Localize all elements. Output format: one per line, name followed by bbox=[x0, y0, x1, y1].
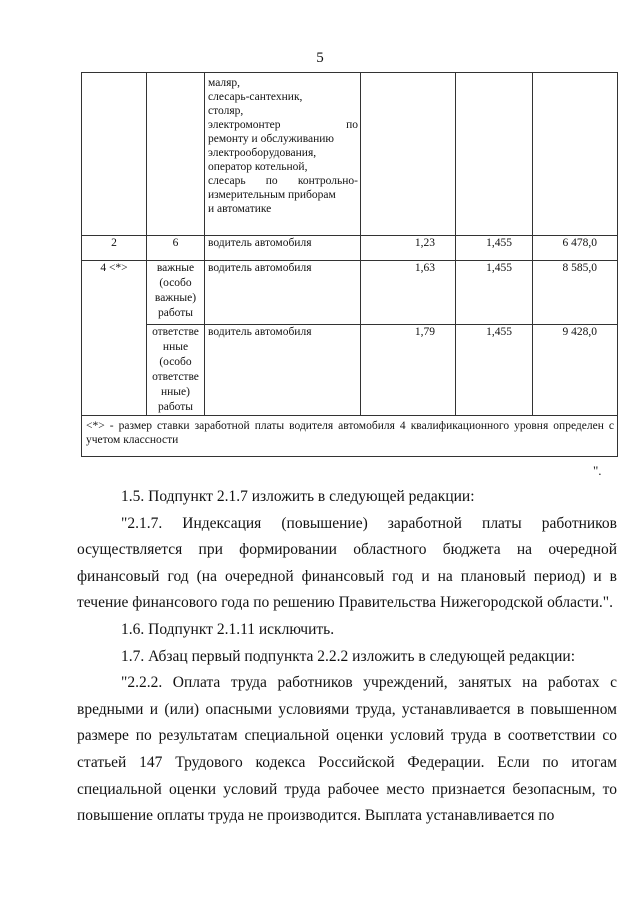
paragraph-1-6: 1.6. Подпункт 2.1.11 исключить. bbox=[121, 620, 335, 638]
coef1-cell: 1,23 bbox=[361, 236, 456, 261]
position-cell: водитель автомобиля bbox=[205, 236, 361, 261]
coef2-cell: 1,455 bbox=[456, 236, 533, 261]
profession-word: контрольно- bbox=[297, 175, 358, 187]
group-cell: ответстве нные (особо ответстве нные) работы bbox=[147, 325, 205, 416]
group-cell: 6 bbox=[147, 236, 205, 261]
table-row bbox=[82, 261, 618, 325]
group-cell: важные (особо важные) работы bbox=[147, 261, 205, 325]
profession-line: оператор котельной, bbox=[208, 161, 308, 173]
position-cell: водитель автомобиля bbox=[205, 261, 361, 325]
coef1-cell: 1,63 bbox=[361, 261, 456, 325]
wage-rate-table bbox=[81, 72, 618, 457]
coef1-cell: 1,79 bbox=[361, 325, 456, 416]
paragraph-1-5: 1.5. Подпункт 2.1.7 изложить в следующей редакции: bbox=[121, 488, 475, 505]
amount-cell: 8 585,0 bbox=[533, 261, 618, 325]
coef2-cell: 1,455 bbox=[456, 325, 533, 416]
table-footnote: <*> - размер ставки заработной платы водителя автомобиля 4 квалификационного уровня определен с учетом классности bbox=[82, 416, 618, 457]
amount-cell: 9 428,0 bbox=[533, 325, 618, 416]
profession-line bbox=[208, 118, 358, 132]
paragraph-2-1-7-text: "2.1.7. Индексация (повышение) заработной платы работников осуществляется при формировании областного бюджета на очередной финансовый год (на очередной финансовый год и на плановый период) и в течение финансового года по решению Правительства Нижегородской области.". bbox=[77, 514, 617, 612]
level-cell-empty bbox=[82, 73, 147, 236]
table-row bbox=[82, 325, 618, 416]
table-row bbox=[82, 236, 618, 261]
level-cell: 2 bbox=[82, 236, 147, 261]
profession-word: электромонтер bbox=[208, 119, 281, 131]
profession-line: столяр, bbox=[208, 105, 244, 117]
level-cell: 4 <*> bbox=[82, 261, 147, 416]
profession-line bbox=[208, 174, 358, 188]
profession-word: по bbox=[346, 119, 358, 131]
coef2-cell: 1,455 bbox=[456, 261, 533, 325]
document-body bbox=[77, 484, 617, 830]
profession-word: по bbox=[265, 175, 278, 187]
coef2-cell-empty bbox=[456, 73, 533, 236]
group-cell-empty bbox=[147, 73, 205, 236]
position-cell: водитель автомобиля bbox=[205, 325, 361, 416]
profession-line: электрооборудования, bbox=[208, 147, 317, 159]
profession-line: слесарь-сантехник, bbox=[208, 91, 303, 103]
coef1-cell-empty bbox=[361, 73, 456, 236]
amount-cell-empty bbox=[533, 73, 618, 236]
profession-line: ремонту и обслуживанию bbox=[208, 133, 334, 145]
closing-quote-mark: ". bbox=[593, 463, 602, 478]
profession-word: слесарь bbox=[208, 175, 246, 187]
paragraph-2-2-2-text: "2.2.2. Оплата труда работников учреждений, занятых на работах с вредными и (или) опасными условиями труда, устанавливается в повышенном размере по результатам специальной оценки условий труда в соответствии со статьей 147 Трудового кодекса Российской Федерации. Если по итогам специальной оценки условий труда рабочее место признается безопасным, то повышение оплаты труда не производится. Выплата устанавливается по bbox=[77, 674, 617, 825]
amount-cell: 6 478,0 bbox=[533, 236, 618, 261]
profession-line: и автоматике bbox=[208, 203, 272, 215]
profession-line: измерительным приборам bbox=[208, 189, 336, 201]
paragraph-1-7: 1.7. Абзац первый подпункта 2.2.2 изложить в следующей редакции: bbox=[121, 647, 575, 665]
page-number: 5 bbox=[316, 50, 324, 66]
profession-line: маляр, bbox=[208, 77, 241, 89]
profession-list-cell bbox=[205, 73, 361, 236]
table-row-professions bbox=[82, 73, 618, 236]
table-footnote-row bbox=[82, 416, 618, 457]
